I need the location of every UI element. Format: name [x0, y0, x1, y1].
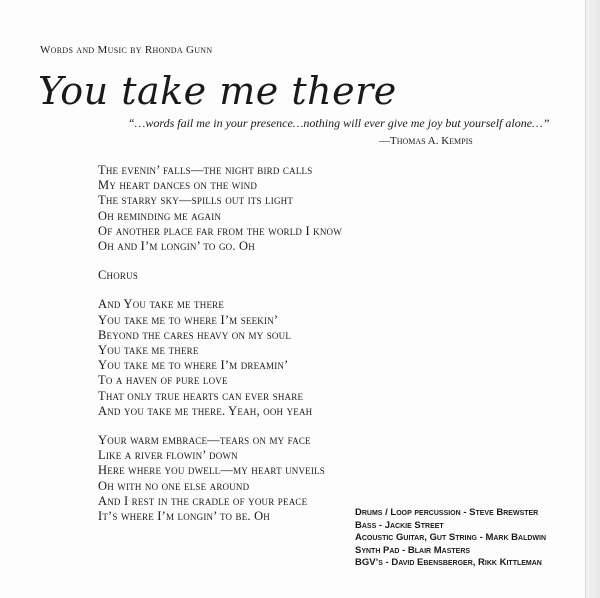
lyric-line: Oh reminding me again [98, 208, 222, 223]
credit-row: Synth Pad - Blair Masters [355, 544, 471, 556]
chorus-label-stanza [98, 268, 342, 283]
verse-2 [98, 433, 342, 524]
chorus [98, 297, 342, 419]
lyric-line: Here where you dwell—my heart unveils [98, 463, 325, 478]
verse-1 [98, 163, 342, 254]
lyric-line: And I rest in the cradle of your peace [98, 493, 308, 508]
stanza-gap [98, 283, 342, 297]
lyric-line: You take me to where I’m dreamin’ [98, 358, 289, 373]
lyric-line: Like a river flowin’ down [98, 448, 238, 463]
lyric-line: The evenin’ falls—the night bird calls [98, 163, 313, 177]
lyric-line: Oh and I’m longin’ to go. Oh [98, 239, 255, 254]
credit-row: Bass - Jackie Street [355, 519, 444, 531]
lyric-line: Oh with no one else around [98, 478, 250, 493]
lyric-line: Beyond the cares heavy on my soul [98, 327, 292, 342]
lyric-line: To a haven of pure love [98, 373, 228, 388]
song-title: You take me there [38, 69, 397, 113]
lyrics-block [98, 163, 342, 524]
lyric-line: And you take me there. Yeah, ooh yeah [98, 403, 313, 418]
musician-credits [355, 507, 546, 570]
stanza-gap [98, 254, 342, 268]
songwriter-credit: Words and Music by Rhonda Gunn [40, 44, 213, 56]
credit-row: BGV’s - David Ebensberger, Rikk Kittleman [355, 557, 542, 569]
lyric-line: Of another place far from the world I know [98, 223, 342, 238]
epigraph-quote: “…words fail me in your presence…nothing will ever give me joy but yourself alone…” [128, 116, 550, 130]
lyric-line: And You take me there [98, 297, 225, 312]
epigraph-attribution: —Thomas A. Kempis [379, 135, 473, 147]
lyric-line: You take me there [98, 343, 199, 358]
lyric-line: It’s where I’m longin’ to be. Oh [98, 509, 271, 524]
lyric-line: The starry sky—spills out its light [98, 193, 294, 208]
page-spine-shadow [585, 0, 600, 598]
chorus-label: Chorus [98, 268, 139, 283]
lyric-line: My heart dances on the wind [98, 178, 258, 193]
lyric-line: You take me to where I’m seekin’ [98, 312, 279, 327]
lyric-line: That only true hearts can ever share [98, 388, 304, 403]
lyric-line: Your warm embrace—tears on my face [98, 433, 311, 448]
stanza-gap [98, 419, 342, 433]
credit-row: Acoustic Guitar, Gut String - Mark Baldwin [355, 532, 547, 544]
credit-row: Drums / Loop percussion - Steve Brewster [355, 507, 539, 518]
